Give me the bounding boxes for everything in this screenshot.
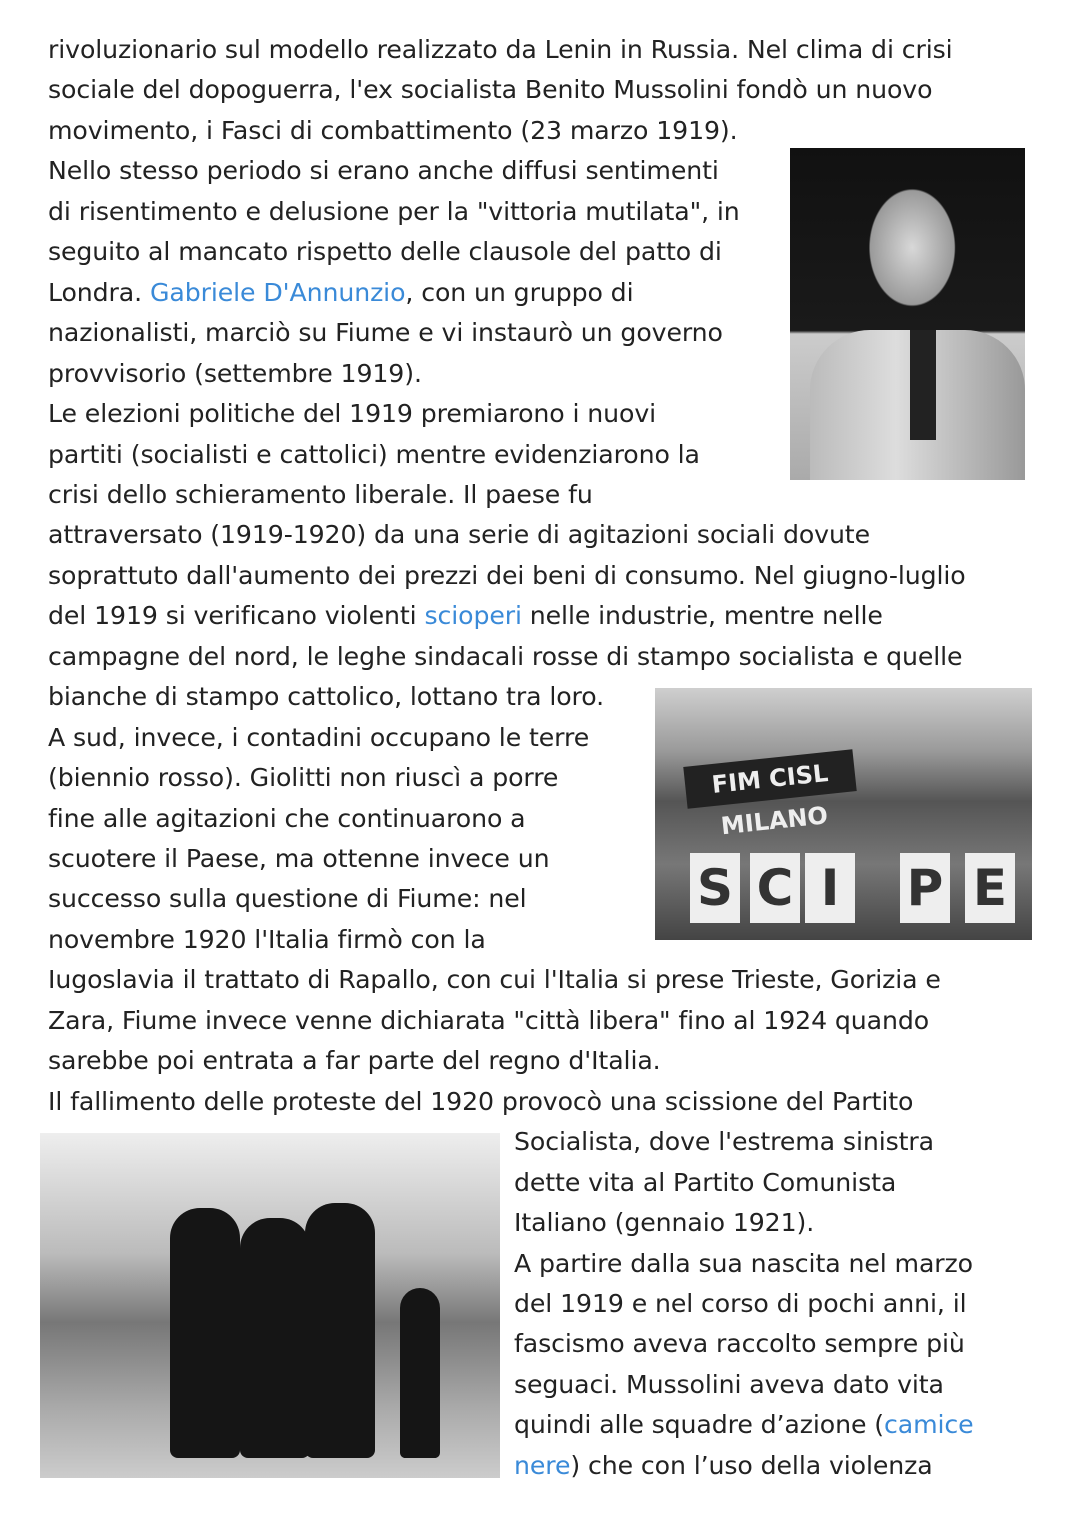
- text-segment: Iugoslavia il trattato di Rapallo, con cui l'Italia si prese Trieste, Gorizia e: [48, 965, 941, 995]
- text-segment: quindi alle squadre d’azione (: [514, 1410, 884, 1440]
- text-segment: di risentimento e delusione per la "vittoria mutilata", in: [48, 196, 740, 226]
- text-segment: bianche di stampo cattolico, lottano tra loro.: [48, 682, 605, 712]
- text-segment: novembre 1920 l'Italia firmò con la: [48, 924, 486, 954]
- text-segment: Italiano (gennaio 1921).: [514, 1208, 815, 1238]
- protest-sign: S: [690, 853, 740, 923]
- text-line: [514, 1203, 814, 1243]
- text-segment: fine alle agitazioni che continuarono a: [48, 803, 526, 833]
- text-segment: seguito al mancato rispetto delle clausole del patto di: [48, 237, 722, 267]
- text-segment: partiti (socialisti e cattolici) mentre evidenziarono la: [48, 439, 700, 469]
- text-line: [514, 1365, 944, 1405]
- text-segment: A sud, invece, i contadini occupano le terre: [48, 722, 590, 752]
- text-segment: Nello stesso periodo si erano anche diffusi sentimenti: [48, 156, 719, 186]
- text-line: [48, 920, 486, 960]
- text-line: [48, 677, 604, 717]
- strike-protest-photo: [655, 688, 1032, 940]
- text-segment: del 1919 e nel corso di pochi anni, il: [514, 1288, 967, 1318]
- text-line: [48, 354, 422, 394]
- inline-link[interactable]: nere: [514, 1450, 571, 1480]
- text-line: [48, 313, 723, 353]
- text-line: [48, 30, 953, 70]
- text-segment: campagne del nord, le leghe sindacali rosse di stampo socialista e quelle: [48, 641, 963, 671]
- text-segment: seguaci. Mussolini aveva dato vita: [514, 1369, 944, 1399]
- text-segment: del 1919 si verificano violenti: [48, 601, 425, 631]
- text-segment: Socialista, dove l'estrema sinistra: [514, 1127, 934, 1157]
- text-line: [48, 151, 719, 191]
- text-segment: , con un gruppo di: [405, 277, 634, 307]
- portrait-tie: [910, 330, 936, 440]
- figure: [400, 1288, 440, 1458]
- protest-sign: E: [965, 853, 1015, 923]
- text-line: [48, 799, 526, 839]
- protest-banner: FIM CISL MILANO: [683, 749, 856, 809]
- text-line: [48, 111, 738, 151]
- figure: [170, 1208, 240, 1458]
- text-segment: (biennio rosso). Giolitti non riuscì a porre: [48, 763, 559, 793]
- text-line: [48, 960, 941, 1000]
- text-line: [48, 556, 966, 596]
- text-line: [48, 435, 700, 475]
- text-segment: rivoluzionario sul modello realizzato da Lenin in Russia. Nel clima di crisi: [48, 35, 953, 64]
- text-line: [48, 637, 962, 677]
- text-segment: soprattuto dall'aumento dei prezzi dei beni di consumo. Nel giugno-luglio: [48, 560, 966, 590]
- text-line: [48, 515, 870, 555]
- protest-sign: I: [805, 853, 855, 923]
- text-segment: Le elezioni politiche del 1919 premiarono i nuovi: [48, 399, 657, 429]
- text-line: [48, 718, 589, 758]
- text-line: [48, 192, 740, 232]
- figure: [240, 1218, 310, 1458]
- inline-link[interactable]: Gabriele D'Annunzio: [149, 277, 406, 307]
- text-segment: crisi dello schieramento liberale. Il paese fu: [48, 479, 593, 509]
- text-line: [48, 273, 633, 313]
- blackshirts-photo: [40, 1133, 500, 1478]
- text-line: [514, 1324, 965, 1364]
- text-segment: Londra.: [48, 277, 150, 307]
- text-segment: movimento, i Fasci di combattimento (23 marzo 1919).: [48, 115, 738, 145]
- inline-link[interactable]: camice: [884, 1410, 974, 1440]
- figure: [305, 1203, 375, 1458]
- text-segment: fascismo aveva raccolto sempre più: [514, 1329, 965, 1359]
- text-line: [48, 70, 932, 110]
- text-segment: A partire dalla sua nascita nel marzo: [514, 1248, 973, 1278]
- protest-sign: C: [750, 853, 800, 923]
- text-segment: ) che con l’uso della violenza: [570, 1450, 933, 1480]
- text-segment: provvisorio (settembre 1919).: [48, 358, 422, 388]
- text-line: [48, 394, 656, 434]
- text-segment: sociale del dopoguerra, l'ex socialista Benito Mussolini fondò un nuovo: [48, 75, 933, 105]
- text-segment: dette vita al Partito Comunista: [514, 1167, 897, 1197]
- text-line: [514, 1284, 967, 1324]
- text-segment: nelle industrie, mentre nelle: [521, 601, 883, 631]
- text-segment: Zara, Fiume invece venne dichiarata "città libera" fino al 1924 quando: [48, 1005, 930, 1035]
- text-line: [48, 1082, 913, 1122]
- text-line: [514, 1122, 934, 1162]
- text-line: [514, 1244, 973, 1284]
- text-line: [48, 232, 722, 272]
- text-line: [514, 1446, 933, 1486]
- text-line: [48, 596, 883, 636]
- protest-sign: P: [900, 853, 950, 923]
- text-line: [514, 1405, 974, 1445]
- text-segment: Il fallimento delle proteste del 1920 provocò una scissione del Partito: [48, 1086, 914, 1116]
- text-line: [514, 1163, 896, 1203]
- text-segment: sarebbe poi entrata a far parte del regno d'Italia.: [48, 1046, 661, 1076]
- text-line: [48, 1041, 661, 1081]
- text-line: [48, 839, 549, 879]
- text-segment: nazionalisti, marciò su Fiume e vi instaurò un governo: [48, 318, 723, 348]
- text-segment: attraversato (1919-1920) da una serie di agitazioni sociali dovute: [48, 520, 870, 550]
- text-segment: successo sulla questione di Fiume: nel: [48, 884, 527, 914]
- text-line: [48, 879, 527, 919]
- text-segment: scuotere il Paese, ma ottenne invece un: [48, 844, 550, 873]
- text-line: [48, 475, 593, 515]
- text-line: [48, 758, 558, 798]
- inline-link[interactable]: scioperi: [424, 601, 522, 631]
- text-line: [48, 1001, 929, 1041]
- portrait-photo-dannunzio: [790, 148, 1025, 480]
